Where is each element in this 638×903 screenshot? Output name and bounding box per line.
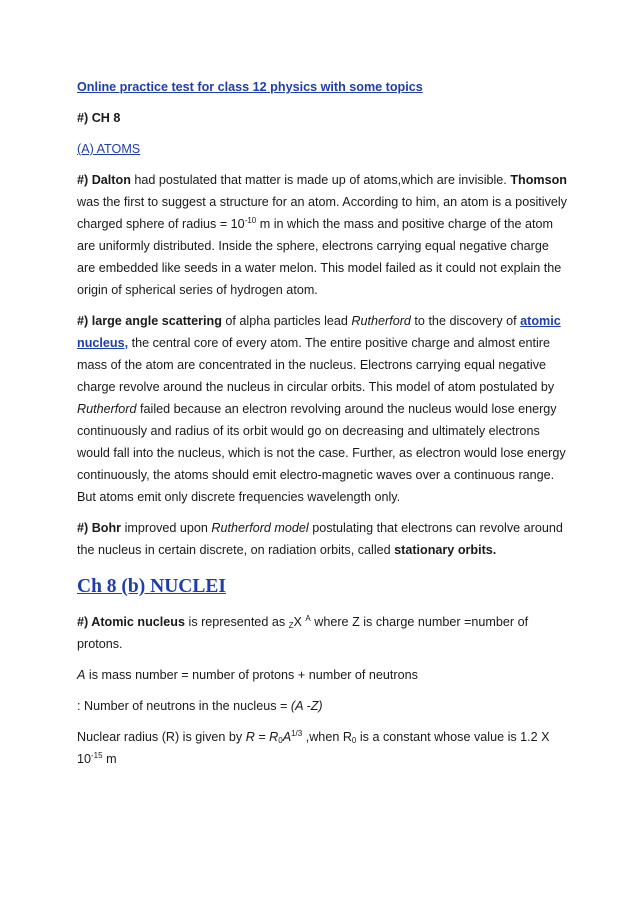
bohr-name: Bohr [91, 521, 122, 535]
mass-number-paragraph [77, 664, 567, 686]
scattering-term: large angle scattering [91, 314, 222, 328]
dalton-prefix: #) [77, 173, 92, 187]
bohr-paragraph [77, 517, 567, 561]
radius-exponent: -10 [244, 216, 257, 225]
rutherford-prefix: #) [77, 314, 92, 328]
chapter-heading [77, 107, 567, 129]
bohr-prefix: #) [77, 521, 92, 535]
title-link-text[interactable]: Online practice test for class 12 physics with some topics [77, 80, 423, 94]
neutrons-formula: (A -Z) [290, 699, 323, 713]
dalton-text-1: had postulated that matter is made up of atoms,which are invisible. [130, 173, 511, 187]
dalton-paragraph [77, 169, 567, 301]
radius-text-3: is a constant whose value is 1.2 X 10 [77, 730, 550, 766]
atomic-nucleus-term: Atomic nucleus [91, 615, 186, 629]
radius-constant-exponent: -15 [91, 751, 103, 760]
section-a-heading[interactable] [77, 138, 567, 160]
charge-number-subscript: Z [288, 621, 294, 630]
radius-text-2: ,when R [302, 730, 352, 744]
bohr-text-2: postulating that electrons can revolve around the nucleus in certain discrete, on radiation orbits, called [77, 521, 563, 557]
rutherford-name-2: Rutherford [77, 402, 137, 416]
nucleus-text-2: where Z is charge number =number of protons. [77, 615, 529, 651]
rutherford-name: Rutherford [351, 314, 411, 328]
radius-power: 1/3 [291, 729, 303, 738]
radius-text-4: m [102, 752, 117, 766]
atomic-nucleus-link[interactable]: atomic nucleus, [77, 314, 561, 350]
title-link[interactable] [77, 76, 567, 98]
dalton-name: Dalton [91, 173, 131, 187]
radius-subscript-2: 0 [351, 736, 357, 745]
thomson-name: Thomson [510, 173, 567, 187]
dalton-text-3: m in which the mass and positive charge of the atom are uniformly distributed. Inside the sphere, electrons carrying equal negative charge are embedded like seeds in a water melon. This model failed as it could not explain the origin of spherical series of hydrogen atom. [77, 217, 562, 297]
radius-equation: R = R [245, 730, 279, 744]
element-symbol: X [293, 615, 302, 629]
nucleus-paragraph [77, 611, 567, 655]
rutherford-text-1: of alpha particles lead [221, 314, 352, 328]
nucleus-text-1: is represented as [185, 615, 289, 629]
neutrons-paragraph [77, 695, 567, 717]
section-a-link[interactable]: (A) ATOMS [77, 142, 141, 156]
rutherford-paragraph [77, 310, 567, 508]
radius-paragraph [77, 726, 567, 770]
bohr-text-1: improved upon [121, 521, 212, 535]
radius-text-1: Nuclear radius (R) is given by [77, 730, 246, 744]
rutherford-text-4: failed because an electron revolving around the nucleus would lose energy continuously and radius of its orbit would go on decreasing and ultimately electrons would fall into the nucleus, which is not the case. Further, as electron would lose energy continuously, the atoms should emit electro-magnetic waves over a continuous range. But atoms emit only discrete frequencies wavelength only. [77, 402, 566, 504]
radius-mass-symbol: A [282, 730, 292, 744]
rutherford-model-term: Rutherford model [211, 521, 309, 535]
mass-number-text: is mass number = number of protons + number of neutrons [85, 668, 418, 682]
rutherford-text-3: the central core of every atom. The entire positive charge and almost entire mass of the atom are concentrated in the nucleus. Electrons carrying equal negative charge revolve around the nucleus in circular orbits. This model of atom postulated by [77, 336, 555, 394]
section-b-heading[interactable]: Ch 8 (b) NUCLEI [77, 576, 226, 597]
radius-subscript: 0 [278, 736, 283, 745]
document-content [77, 76, 567, 779]
dalton-text-2: was the first to suggest a structure for an atom. According to him, an atom is a positively charged sphere of radius = 10 [77, 195, 567, 231]
mass-number-superscript: A [305, 614, 311, 623]
mass-number-symbol: A [77, 668, 86, 682]
stationary-orbits-term: stationary orbits. [394, 543, 497, 557]
neutrons-text: : Number of neutrons in the nucleus = [77, 699, 291, 713]
rutherford-text-2: to the discovery of [410, 314, 521, 328]
chapter-label: #) CH 8 [77, 111, 121, 125]
nucleus-prefix: #) [77, 615, 92, 629]
